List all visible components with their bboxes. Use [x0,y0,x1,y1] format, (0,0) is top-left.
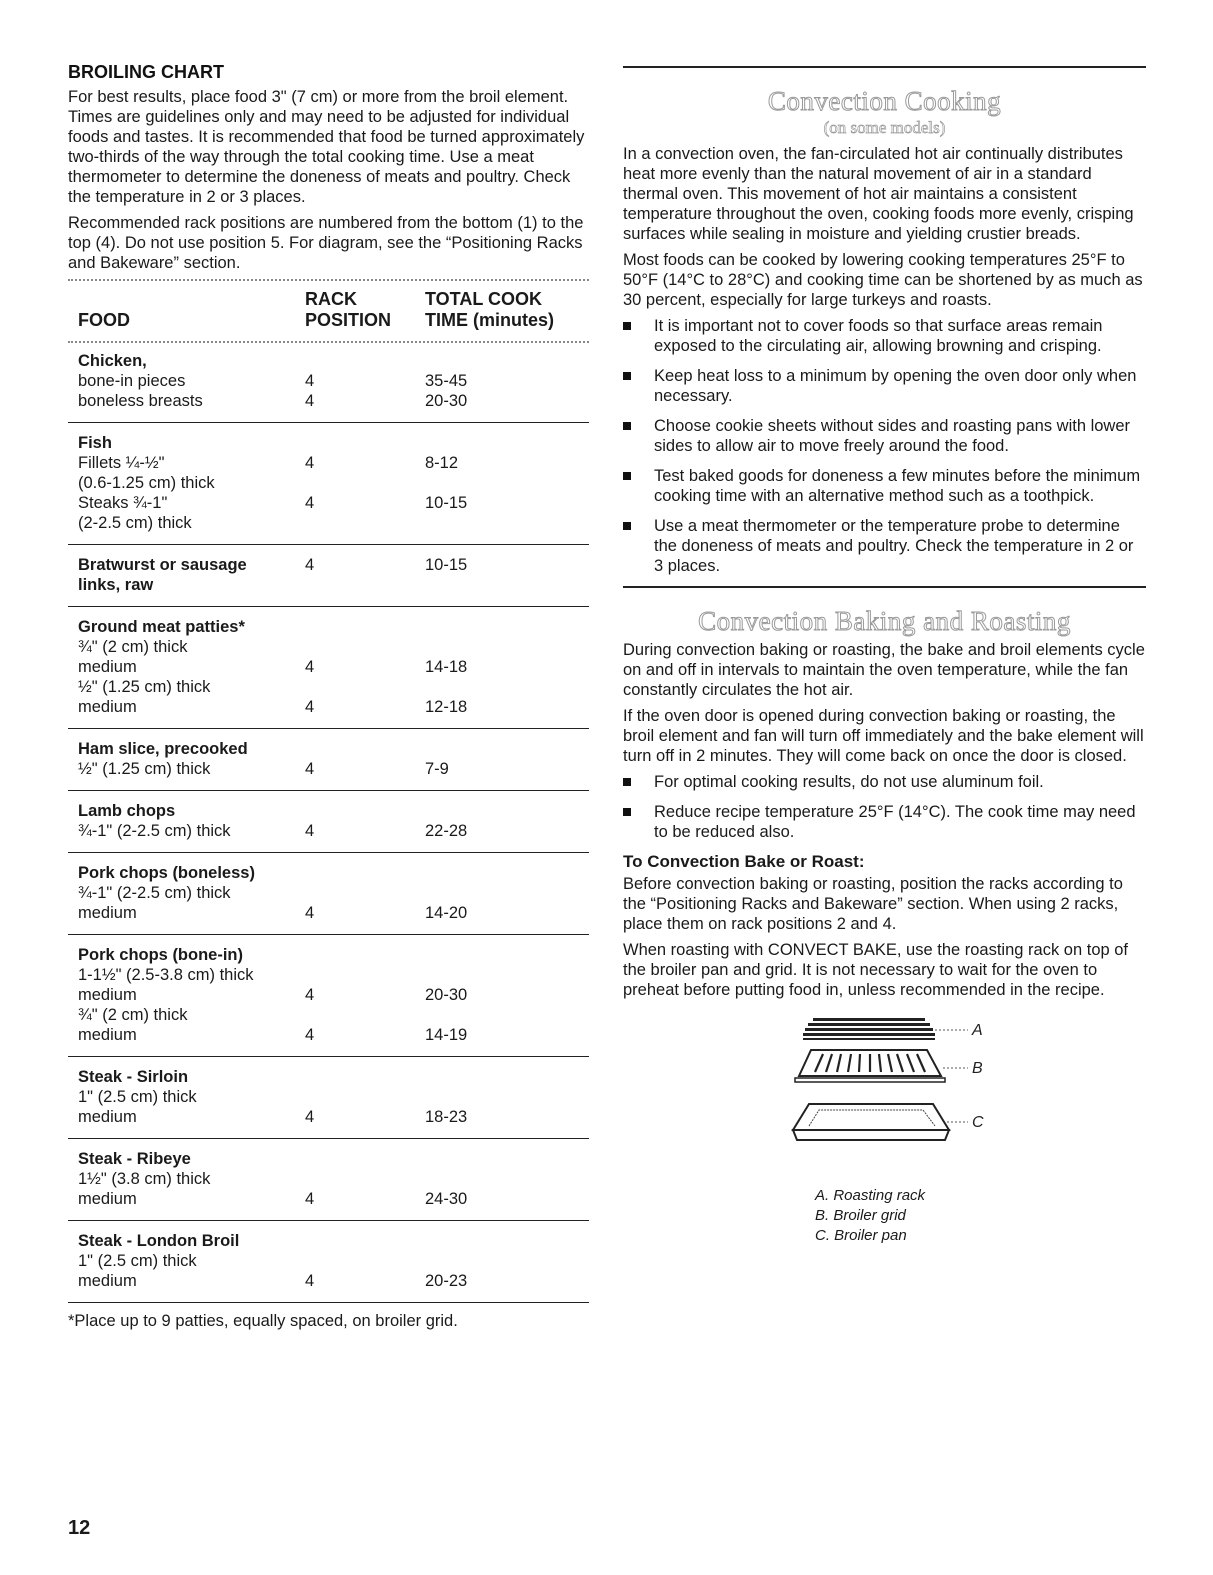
rack-cell: 4 [305,1272,315,1290]
food-cell: boneless breasts [78,392,203,410]
food-cell: Fillets ¼-½" [78,454,165,472]
food-cell: Ham slice, precooked [78,740,248,758]
bullet-square-icon [623,472,631,480]
food-cell: Steak - London Broil [78,1232,240,1250]
food-cell: ½" (1.25 cm) thick [78,678,211,696]
bullet-square-icon [623,422,631,430]
time-cell: 20-23 [425,1272,468,1290]
table-row [68,1271,589,1291]
table-row [68,1231,589,1251]
caption-broiler-grid: B. Broiler grid [815,1207,906,1224]
label-a: A [972,1022,983,1039]
table-row [68,1169,589,1189]
food-cell: medium [78,1190,137,1208]
convection-column [623,66,1146,1246]
food-cell: medium [78,1108,137,1126]
broiling-chart-column [68,62,589,1331]
table-row [68,821,589,841]
table-row [68,883,589,903]
table-row [68,965,589,985]
table-row-group [68,791,589,853]
broiler-pan-drawing [793,1104,968,1140]
food-cell: medium [78,986,137,1004]
food-cell: medium [78,1272,137,1290]
time-cell: 12-18 [425,698,468,716]
convection-paragraph-1: In a convection oven, the fan-circulated hot air continually distributes heat more evenly than the natural movement of air in a standard thermal oven. This movement of hot air maintains a consistent temperature throughout the oven, cooking foods more evenly, crisping surfaces while sealing in moisture and yielding crustier breads. [623,145,1134,243]
food-cell: ¾-1" (2-2.5 cm) thick [78,884,231,902]
food-cell: medium [78,658,137,676]
rack-cell: 4 [305,1026,315,1044]
caption-roasting-rack: A. Roasting rack [815,1187,926,1204]
food-cell: ¾" (2 cm) thick [78,638,188,656]
table-row [68,351,589,371]
patties-footnote: *Place up to 9 patties, equally spaced, on broiler grid. [68,1312,458,1330]
time-cell: 14-19 [425,1026,468,1044]
table-row [68,493,589,513]
broiling-table-body [68,343,589,1303]
table-row-group [68,343,589,423]
time-cell: 20-30 [425,392,468,410]
list-item: For optimal cooking results, do not use aluminum foil. [623,772,1146,792]
food-cell: (2-2.5 cm) thick [78,514,192,532]
time-cell: 20-30 [425,986,468,1004]
table-row [68,985,589,1005]
table-row [68,575,589,595]
convection-paragraph-2: Most foods can be cooked by lowering cooking temperatures 25°F to 50°F (14°C to 28°C) and cooking time can be shortened by as much as 30 percent, especially for large turkeys and roasts. [623,251,1143,309]
table-row [68,1067,589,1087]
time-cell: 22-28 [425,822,468,840]
rack-cell: 4 [305,1108,315,1126]
food-cell: Steak - Sirloin [78,1068,189,1086]
food-cell: 1-1½" (2.5-3.8 cm) thick [78,966,254,984]
table-row-group [68,1057,589,1139]
table-row [68,433,589,453]
broiler-pan-diagram [623,1006,1146,1186]
table-row [68,903,589,923]
table-row [68,697,589,717]
convection-tips-list [623,316,1146,576]
broiler-grid-drawing [795,1050,968,1082]
table-row [68,453,589,473]
rack-cell: 4 [305,372,315,390]
food-cell: ½" (1.25 cm) thick [78,760,211,778]
page-number: 12 [68,1517,91,1539]
roasting-rack-drawing [803,1018,968,1040]
rack-cell: 4 [305,1190,315,1208]
label-c: C [972,1114,984,1131]
food-cell: (0.6-1.25 cm) thick [78,474,215,492]
table-row-group [68,545,589,607]
baking-paragraph-2: If the oven door is opened during convection baking or roasting, the broil element and fan will turn off immediately and the bake element will turn off in 2 minutes. They will come back on once the door is closed. [623,707,1144,765]
header-rack-position: RACK POSITION [305,289,392,330]
food-cell: Pork chops (boneless) [78,864,255,882]
food-cell: medium [78,698,137,716]
table-row-group [68,423,589,545]
food-cell: bone-in pieces [78,372,186,390]
convection-cooking-subtitle: (on some models) [823,118,946,137]
to-convection-paragraph-2: When roasting with CONVECT BAKE, use the roasting rack on top of the broiler pan and grid. It is not necessary to wait for the oven to preheat before putting food in, unless recommended in the recipe. [623,941,1129,999]
time-cell: 14-18 [425,658,468,676]
broiling-table-header [68,289,589,335]
table-row [68,739,589,759]
baking-section-rule [623,586,1146,588]
rack-positions-paragraph: Recommended rack positions are numbered from the bottom (1) to the top (4). Do not use position 5. For diagram, see the “Positioning Racks and Bakeware” section. [68,214,584,272]
header-food: FOOD [78,310,130,330]
table-top-rule [68,279,589,281]
header-total-cook-time: TOTAL COOK TIME (minutes) [425,289,554,330]
rack-cell: 4 [305,556,315,574]
time-cell: 24-30 [425,1190,468,1208]
bullet-square-icon [623,778,631,786]
convection-top-rule [623,66,1146,68]
table-row [68,657,589,677]
bullet-square-icon [623,322,631,330]
food-cell: Chicken, [78,352,147,370]
table-row [68,801,589,821]
list-item: Keep heat loss to a minimum by opening the oven door only when necessary. [623,366,1146,406]
caption-broiler-pan: C. Broiler pan [815,1227,907,1244]
table-row [68,759,589,779]
rack-cell: 4 [305,904,315,922]
list-item: It is important not to cover foods so that surface areas remain exposed to the circulating air, allowing browning and crisping. [623,316,1146,356]
label-b: B [972,1060,983,1077]
table-row [68,1251,589,1271]
bullet-square-icon [623,372,631,380]
table-row [68,513,589,533]
broiler-pan-illustration [623,1006,1146,1186]
broiling-chart-heading: BROILING CHART [68,62,224,82]
broiling-intro-paragraph: For best results, place food 3" (7 cm) or more from the broil element. Times are guidelines only and may need to be adjusted for individual foods and tastes. It is recommended that food be turned approximately two-thirds of the way through the total cooking time. Use a meat thermometer to determine the doneness of meats and poultry. Check the temperature in 2 or 3 places. [68,88,585,206]
table-row [68,1005,589,1025]
baking-paragraph-1: During convection baking or roasting, the bake and broil elements cycle on and off in intervals to maintain the oven temperature, while the fan constantly circulates the hot air. [623,641,1145,699]
time-cell: 10-15 [425,494,468,512]
table-row-group [68,607,589,729]
food-cell: Lamb chops [78,802,176,820]
rack-cell: 4 [305,392,315,410]
list-item: Reduce recipe temperature 25°F (14°C). The cook time may need to be reduced also. [623,802,1146,842]
food-cell: Bratwurst or sausage [78,556,247,574]
to-convection-heading: To Convection Bake or Roast: [623,852,865,871]
food-cell: Pork chops (bone-in) [78,946,243,964]
table-row [68,677,589,697]
table-row [68,637,589,657]
table-row-group [68,1221,589,1303]
convection-baking-title: Convection Baking and Roasting [698,606,1071,636]
table-row [68,1107,589,1127]
rack-cell: 4 [305,454,315,472]
rack-cell: 4 [305,760,315,778]
food-cell: links, raw [78,576,154,594]
table-row [68,1189,589,1209]
baking-tips-list [623,772,1146,842]
time-cell: 14-20 [425,904,468,922]
bullet-square-icon [623,522,631,530]
food-cell: medium [78,1026,137,1044]
table-row [68,371,589,391]
rack-cell: 4 [305,658,315,676]
food-cell: 1½" (3.8 cm) thick [78,1170,211,1188]
table-row [68,555,589,575]
table-row-group [68,729,589,791]
time-cell: 10-15 [425,556,468,574]
to-convection-paragraph-1: Before convection baking or roasting, position the racks according to the “Positioning Racks and Bakeware” section. When using 2 racks, place them on rack positions 2 and 4. [623,875,1123,933]
food-cell: ¾-1" (2-2.5 cm) thick [78,822,231,840]
table-row-group [68,935,589,1057]
table-row [68,1025,589,1045]
food-cell: Fish [78,434,112,452]
rack-cell: 4 [305,698,315,716]
food-cell: ¾" (2 cm) thick [78,1006,188,1024]
food-cell: Steaks ¾-1" [78,494,168,512]
rack-cell: 4 [305,822,315,840]
food-cell: 1" (2.5 cm) thick [78,1088,197,1106]
table-row [68,1149,589,1169]
rack-cell: 4 [305,986,315,1004]
table-row-group [68,1139,589,1221]
table-row [68,473,589,493]
table-row [68,391,589,411]
time-cell: 7-9 [425,760,449,778]
table-row [68,1087,589,1107]
list-item: Choose cookie sheets without sides and roasting pans with lower sides to allow air to move freely around the food. [623,416,1146,456]
table-row [68,945,589,965]
rack-cell: 4 [305,494,315,512]
table-row [68,863,589,883]
time-cell: 18-23 [425,1108,468,1126]
list-item: Test baked goods for doneness a few minutes before the minimum cooking time with an alternative method such as a toothpick. [623,466,1146,506]
food-cell: Ground meat patties* [78,618,245,636]
food-cell: Steak - Ribeye [78,1150,191,1168]
time-cell: 8-12 [425,454,459,472]
bullet-square-icon [623,808,631,816]
time-cell: 35-45 [425,372,468,390]
food-cell: 1" (2.5 cm) thick [78,1252,197,1270]
table-row-group [68,853,589,935]
convection-cooking-title: Convection Cooking [767,86,1002,116]
food-cell: medium [78,904,137,922]
list-item: Use a meat thermometer or the temperature probe to determine the doneness of meats and poultry. Check the temperature in 2 or 3 places. [623,516,1146,576]
table-row [68,617,589,637]
